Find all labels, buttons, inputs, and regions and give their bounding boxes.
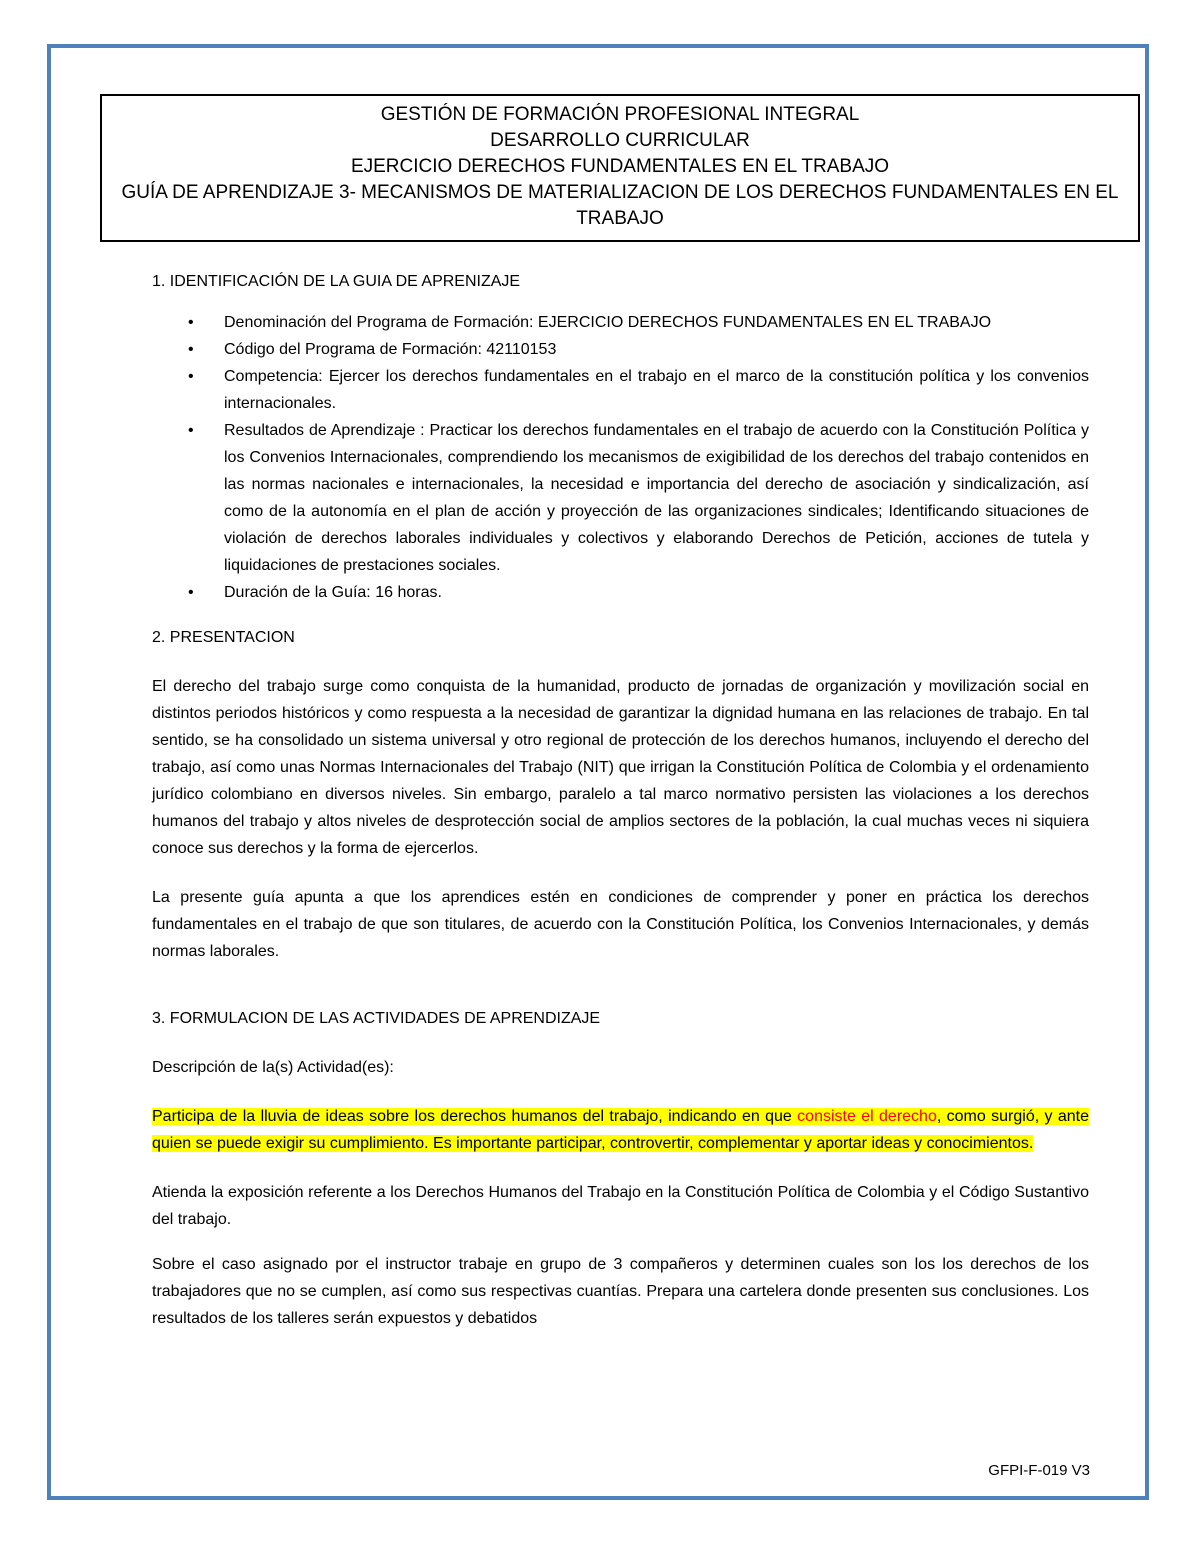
footer-code: GFPI-F-019 V3	[988, 1462, 1090, 1479]
activity-paragraph-3: Sobre el caso asignado por el instructor trabaje en grupo de 3 compañeros y determinen cuales son los los derechos de los trabajadores que no se cumplen, así como sus respectivas cuantías. Prepara una cartelera donde presenten sus conclusiones. Los resultados de los talleres serán expuestos y debatidos	[152, 1256, 1089, 1327]
section-1-title: 1. IDENTIFICACIÓN DE LA GUIA DE APRENIZAJE	[152, 273, 521, 290]
list-item	[152, 579, 1089, 606]
list-item-text: Competencia: Ejercer los derechos fundamentales en el trabajo en el marco de la constitución política y los convenios internacionales.	[224, 368, 1089, 412]
list-item-text: Código del Programa de Formación: 42110153	[224, 341, 557, 358]
section-2-title: 2. PRESENTACION	[152, 629, 295, 646]
highlight-red-text: consiste el derecho	[797, 1108, 937, 1125]
identification-list	[152, 309, 1089, 606]
document-body	[152, 268, 1089, 1332]
header-line-1: GESTIÓN DE FORMACIÓN PROFESIONAL INTEGRAL	[380, 104, 860, 125]
header-line-2: DESARROLLO CURRICULAR	[490, 130, 750, 151]
list-item	[152, 363, 1089, 417]
list-item	[152, 309, 1089, 336]
highlighted-activity	[152, 1103, 1089, 1157]
header-line-4: GUÍA DE APRENDIZAJE 3- MECANISMOS DE MATERIALIZACION DE LOS DERECHOS FUNDAMENTALES EN EL TRABAJO	[121, 182, 1119, 229]
header-line-3: EJERCICIO DERECHOS FUNDAMENTALES EN EL TRABAJO	[350, 156, 890, 177]
presentation-paragraph-2: La presente guía apunta a que los aprendices estén en condiciones de comprender y poner en práctica los derechos fundamentales en el trabajo de que son titulares, de acuerdo con la Constitución Política, los Convenios Internacionales, y demás normas laborales.	[152, 889, 1089, 960]
bullet-icon: •	[188, 314, 194, 331]
bullet-icon: •	[188, 341, 194, 358]
list-item-text: Denominación del Programa de Formación: EJERCICIO DERECHOS FUNDAMENTALES EN EL TRABAJO	[224, 314, 992, 331]
document-header	[100, 94, 1140, 242]
list-item-text: Resultados de Aprendizaje : Practicar los derechos fundamentales en el trabajo de acuerdo con la Constitución Política y los Convenios Internacionales, comprendiendo los mecanismos de exigibilidad de los derechos del trabajo contenidos en las normas nacionales e internacionales, la necesidad e importancia del derecho de asociación y sindicalización, así como de la autonomía en el plan de acción y proyección de las organizaciones sindicales; Identificando situaciones de violación de derechos laborales individuales y colectivos y elaborando Derechos de Petición, acciones de tutela y liquidaciones de prestaciones sociales.	[224, 422, 1089, 574]
presentation-paragraph-1: El derecho del trabajo surge como conquista de la humanidad, producto de jornadas de organización y movilización social en distintos periodos históricos y como respuesta a la necesidad de garantizar la dignidad humana en las relaciones de trabajo. En tal sentido, se ha consolidado un sistema universal y otro regional de protección de los derechos humanos, incluyendo el derecho del trabajo, así como unas Normas Internacionales del Trabajo (NIT) que irrigan la Constitución Política de Colombia y el ordenamiento jurídico colombiano en diversos niveles. Sin embargo, paralelo a tal marco normativo persisten las violaciones a los derechos humanos del trabajo y altos niveles de desprotección social de amplios sectores de la población, la cual muchas veces ni siquiera conoce sus derechos y la forma de ejercerlos.	[152, 678, 1089, 857]
list-item	[152, 417, 1089, 579]
highlight-part-1: Participa de la lluvia de ideas sobre los derechos humanos del trabajo, indicando en que	[152, 1108, 798, 1125]
list-item-text: Duración de la Guía: 16 horas.	[224, 584, 442, 601]
highlight-part-2: , como surgió, y ante quien se puede exigir su cumplimiento. Es importante participar, controvertir, complementar y aportar ideas y conocimientos.	[152, 1108, 1090, 1152]
bullet-icon: •	[188, 422, 194, 439]
activity-description-label: Descripción de la(s) Actividad(es):	[152, 1059, 394, 1076]
bullet-icon: •	[188, 368, 194, 385]
bullet-icon: •	[188, 584, 194, 601]
section-3-title: 3. FORMULACION DE LAS ACTIVIDADES DE APRENDIZAJE	[152, 1010, 601, 1027]
activity-paragraph-2: Atienda la exposición referente a los Derechos Humanos del Trabajo en la Constitución Política de Colombia y el Código Sustantivo del trabajo.	[152, 1184, 1089, 1228]
list-item	[152, 336, 1089, 363]
